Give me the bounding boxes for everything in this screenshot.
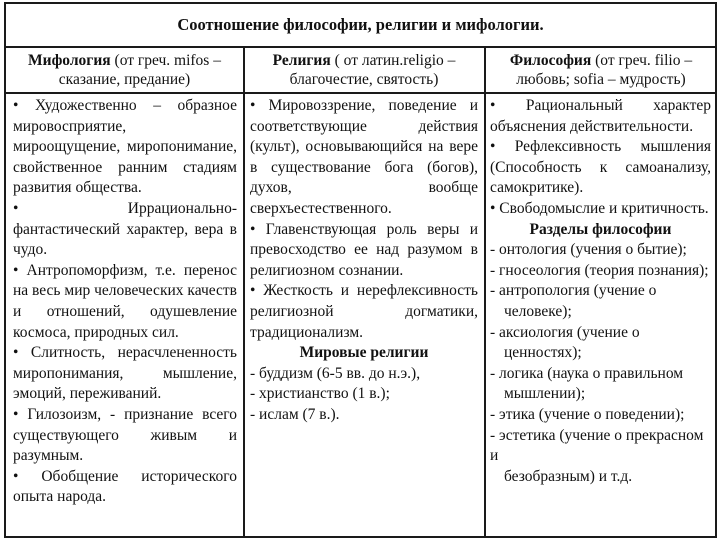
list-item: • Свободомыслие и критичность. xyxy=(490,199,709,217)
list-item: - антропология (учение о xyxy=(490,282,657,300)
header-meaning: благочестие, святость) xyxy=(289,71,439,88)
header-meaning: любовь; sofia – мудрость) xyxy=(516,71,686,88)
list-item: • Мировоззрение, поведение и соответствующие действия (культ), основывающийся на вере в существование бога (богов), духов, вообще сверхъестественного. xyxy=(250,97,478,217)
header-term: Мифология xyxy=(28,52,111,69)
list-item: • Обобщение исторического опыта народа. xyxy=(13,467,237,506)
list-item: - этика (учение о поведении); xyxy=(490,405,685,423)
list-item: - гносеология (теория познания); xyxy=(490,261,709,279)
header-meaning: сказание, предание) xyxy=(58,71,191,88)
list-item: - христианство (1 в.); xyxy=(250,385,390,403)
header-origin: (от греч. mifos – xyxy=(110,52,221,69)
philosophy-column xyxy=(490,96,711,487)
header-mythology xyxy=(8,47,241,92)
list-item: • Жесткость и нерефлексивность религиозной догматики, традиционализм. xyxy=(250,282,478,341)
list-item: • Рациональный характер объяснения действительности. xyxy=(490,97,711,135)
header-term: Религия xyxy=(272,52,331,69)
column-divider xyxy=(243,46,245,536)
list-item: • Антропоморфизм, т.е. перенос на весь мир человеческих качеств и отношений, одушевление космоса, природных сил. xyxy=(13,261,237,341)
section-heading: Мировые религии xyxy=(299,344,429,362)
list-item: • Художественно – образное мировосприятие, мироощущение, миропонимание, свойственное ранним стадиям развития общества. xyxy=(13,97,237,197)
list-item: • Иррационально-фантастический характер, вера в чудо. xyxy=(13,199,237,259)
list-item: • Рефлексивность мышления (Способность к самоанализу, самокритике). xyxy=(490,138,711,197)
header-divider xyxy=(6,92,715,94)
list-item: • Гилозоизм, - признание всего существующего живым и разумным. xyxy=(13,405,237,465)
religion-column xyxy=(250,96,478,426)
list-item: - логика (наука о правильном xyxy=(490,364,684,382)
list-item: - аксиология (учение о xyxy=(490,323,640,341)
list-item: • Слитность, нерасчлененность миропонимания, мышление, эмоций, переживаний. xyxy=(13,344,237,403)
list-item: • Главенствующая роль веры и превосходство ее над разумом в религиозном сознании. xyxy=(250,220,478,279)
column-divider xyxy=(484,46,486,536)
header-religion xyxy=(246,47,482,92)
header-origin: ( от латин.religio – xyxy=(330,52,456,69)
mythology-column xyxy=(13,96,237,508)
header-philosophy xyxy=(487,47,715,92)
list-item-continuation: мышлении); xyxy=(504,385,586,403)
comparison-table xyxy=(4,2,717,538)
header-origin: (от греч. filio – xyxy=(591,52,693,69)
list-item: - эстетика (учение о прекрасном и xyxy=(490,426,704,465)
list-item-continuation: безобразным) и т.д. xyxy=(504,467,633,485)
table-title: Соотношение философии, религии и мифологии. xyxy=(6,4,715,48)
list-item-continuation: человеке); xyxy=(504,302,572,320)
header-term: Философия xyxy=(509,52,592,69)
list-item-continuation: ценностях); xyxy=(504,344,582,362)
list-item: - онтология (учения о бытие); xyxy=(490,241,687,259)
list-item: - буддизм (6-5 вв. до н.э.), xyxy=(250,364,421,382)
section-heading: Разделы философии xyxy=(529,220,672,238)
list-item: - ислам (7 в.). xyxy=(250,405,340,423)
